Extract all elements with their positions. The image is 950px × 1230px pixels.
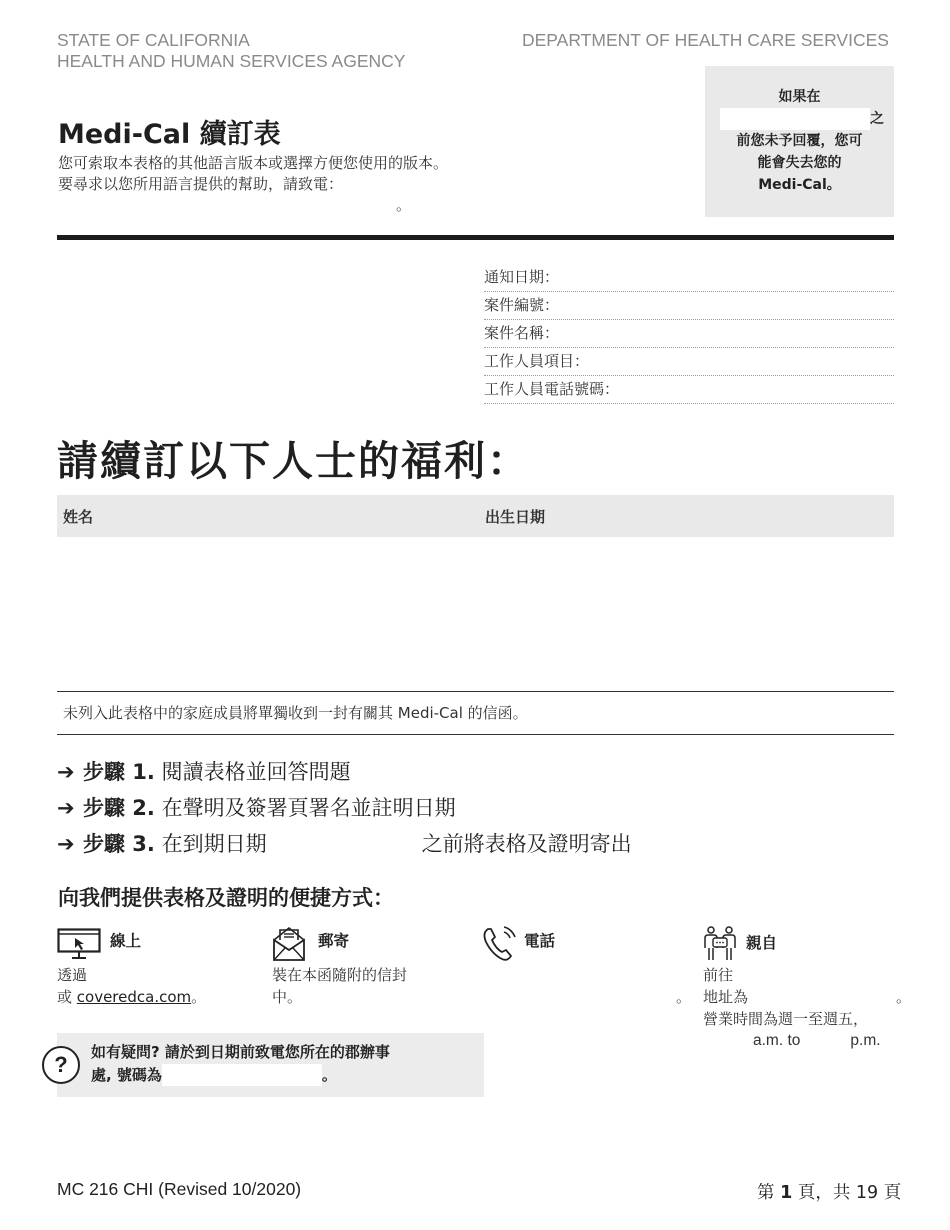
agency-header [57, 30, 405, 72]
in-person-title: 親自 [746, 934, 778, 952]
notice-date-field: 通知日期： [484, 264, 894, 292]
current-page: 1 [780, 1183, 793, 1203]
question-box [57, 1033, 484, 1097]
people-icon [703, 926, 737, 966]
phone-end-period: 。 [676, 988, 692, 1006]
deadline-line-4: 能會失去您的 [757, 155, 842, 171]
in-person-line-1: 前往 [703, 966, 734, 984]
intro-line-3: 。 [396, 196, 412, 214]
deadline-line-1: 如果在 [778, 89, 821, 105]
computer-icon [57, 928, 101, 964]
form-intro [58, 153, 448, 216]
question-line-1: 如有疑問? 請於到日期前致電您所在的郡辦事 [91, 1043, 390, 1061]
renewal-heading: 請續訂以下人士的福利： [57, 437, 530, 485]
mail-icon [272, 926, 306, 966]
question-line-2: 處, 號碼為 。 [91, 1066, 337, 1084]
in-person-line-2: 地址為 。 [703, 988, 912, 1006]
state-label: STATE OF CALIFORNIA [57, 30, 250, 50]
household-note: 未列入此表格中的家庭成員將單獨收到一封有關其 Medi-Cal 的信函。 [57, 691, 894, 735]
deadline-line-2: 之 [705, 108, 894, 130]
form-title: Medi-Cal 續訂表 [58, 119, 281, 150]
county-phone-blank [162, 1064, 322, 1086]
department-label: DEPARTMENT OF HEALTH CARE SERVICES [522, 30, 889, 50]
intro-line-2: 要尋求以您所用語言提供的幫助，請致電： [58, 175, 344, 193]
online-line-1: 透過 [57, 966, 88, 984]
agency-label: HEALTH AND HUMAN SERVICES AGENCY [57, 51, 406, 71]
steps-list [57, 756, 632, 864]
arrow-right-icon: ➔ [57, 760, 75, 784]
column-name: 姓名 [63, 508, 94, 526]
arrow-right-icon: ➔ [57, 796, 75, 820]
in-person-line-3: 營業時間為週一至週五， [703, 1010, 869, 1028]
worker-phone-field: 工作人員電話號碼： [484, 376, 894, 404]
intro-line-1: 您可索取本表格的其他語言版本或選擇方便您使用的版本。 [58, 154, 449, 172]
mail-line-1: 裝在本函隨附的信封 [272, 966, 408, 984]
online-title: 線上 [110, 932, 142, 950]
page-indicator: 第 1 頁，共 19 頁 [757, 1183, 902, 1203]
mail-title: 郵寄 [318, 932, 350, 950]
arrow-right-icon: ➔ [57, 832, 75, 856]
ways-heading: 向我們提供表格及證明的便捷方式： [58, 886, 394, 910]
online-line-2: 或 coveredca.com。 [57, 988, 207, 1006]
step-3: ➔ 步驟 3. 在到期日期 之前將表格及證明寄出 [57, 828, 632, 864]
case-name-field: 案件名稱： [484, 320, 894, 348]
deadline-line-5: Medi-Cal。 [758, 177, 841, 193]
question-icon: ? [42, 1046, 80, 1084]
header-divider [57, 235, 894, 240]
notice-fields [484, 264, 894, 404]
phone-title: 電話 [524, 932, 556, 950]
form-id: MC 216 CHI (Revised 10/2020) [57, 1179, 302, 1199]
deadline-line-3: 前您未予回覆，您可 [736, 133, 863, 149]
deadline-date-blank [720, 108, 870, 130]
members-table-header [57, 495, 894, 537]
coveredca-link[interactable]: coveredca.com [76, 988, 192, 1006]
in-person-hours: a.m. to p.m. [753, 1032, 881, 1049]
worker-item-field: 工作人員項目： [484, 348, 894, 376]
case-number-field: 案件編號： [484, 292, 894, 320]
step-1: ➔ 步驟 1. 閱讀表格並回答問題 [57, 756, 632, 792]
phone-icon [482, 926, 516, 966]
step-2: ➔ 步驟 2. 在聲明及簽署頁署名並註明日期 [57, 792, 632, 828]
response-deadline-box [705, 66, 894, 217]
mail-line-2: 中。 [272, 988, 303, 1006]
column-dob: 出生日期 [485, 508, 546, 526]
